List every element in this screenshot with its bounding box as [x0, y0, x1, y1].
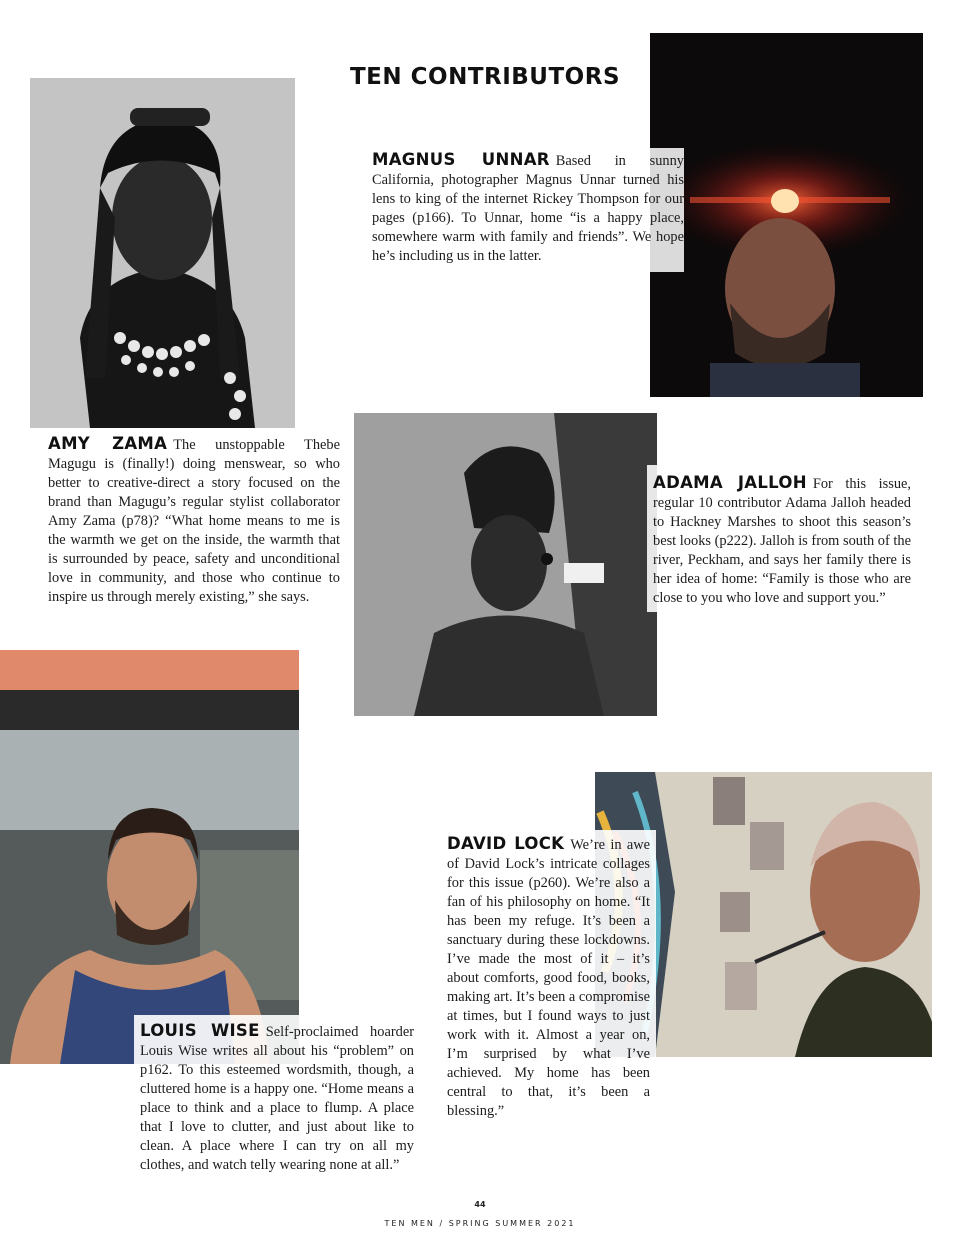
bio-david-lock [441, 830, 656, 1125]
contributor-bio-text: For this issue, regular 10 contributor Adama Jalloh headed to Hackney Marshes to shoot this season’s best looks (p222). Jalloh is from south of the river, Peckham, and says her family there is her idea of home: “Family is those who are close to you who love and support you.” [653, 476, 911, 606]
contributor-bio-text: The unstoppable Thebe Magugu is (finally!) doing menswear, so who better to creative-direct a story focused on the brand than Magugu’s regular stylist collaborator Amy Zama (p78)? “What home means to me is the warmth we get on the inside, the warmth that is surrounded by peace, safety and unconditional love in community, and those who continue to inspire us through merely existing,” she says. [48, 437, 340, 605]
bio-amy-zama [40, 428, 344, 613]
contributor-name: DAVID LOCK [447, 834, 565, 853]
contributor-bio-text: We’re in awe of David Lock’s intricate collages for this issue (p260). We’re also a fan of his philosophy on home. “It has been my refuge. It’s been a sanctuary during these lockdowns. I’ve made the most of it – it’s about comforts, good food, books, making art. It’s been a compromise at times, but I found ways to just work with it. Almost a year on, I’m surprised by what I’ve achieved. My home has been central to that, it’s been a blessing.” [447, 837, 651, 1119]
contributor-bio-text: Based in sunny California, photographer Magnus Unnar turned his lens to king of the internet Rickey Thompson for our pages (p166). To Unnar, home “is a happy place, somewhere warm with family and friends”. We hope he’s including us in the latter. [372, 153, 684, 264]
page-footer: TEN MEN / SPRING SUMMER 2021 [384, 1219, 576, 1228]
contributor-bio-text: Self-proclaimed hoarder Louis Wise writes all about his “problem” on p162. To this esteemed wordsmith, though, a cluttered home is a happy one. “Home means a place to think and a place to flump. A place that I love to clutter, and just about like to clean. A place where I can try on all my clothes, and watch telly wearing none at all.” [140, 1024, 414, 1173]
adama-jalloh-photo [354, 413, 657, 716]
contributor-name: LOUIS WISE [140, 1021, 260, 1040]
bio-louis-wise [134, 1015, 418, 1179]
bio-adama-jalloh [647, 465, 917, 612]
amy-zama-photo [30, 78, 295, 428]
contributor-name: ADAMA JALLOH [653, 473, 807, 492]
magnus-unnar-photo [650, 33, 923, 397]
louis-wise-photo [0, 650, 299, 1064]
contributor-name: MAGNUS UNNAR [372, 150, 550, 169]
contributor-name: AMY ZAMA [48, 434, 168, 453]
page-number: 44 [474, 1200, 486, 1209]
page-title: TEN CONTRIBUTORS [349, 64, 621, 90]
bio-magnus-unnar [366, 148, 684, 272]
